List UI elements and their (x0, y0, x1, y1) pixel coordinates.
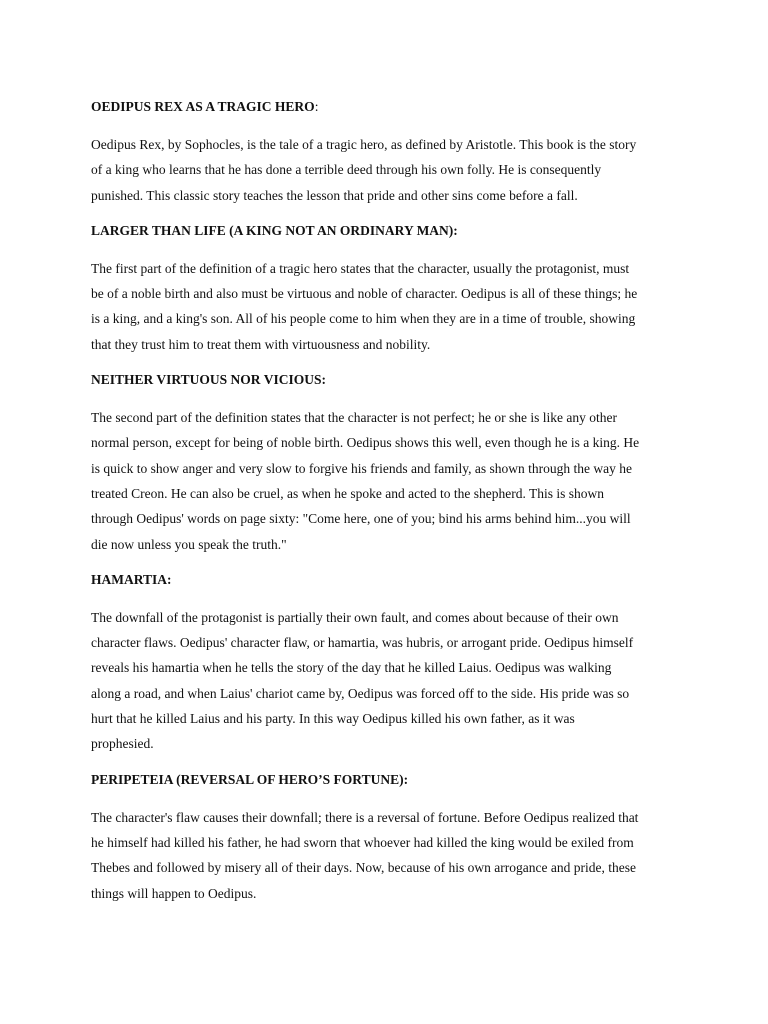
paragraph-line: die now unless you speak the truth." (91, 536, 287, 552)
document-page (91, 96, 681, 918)
paragraph-line: things will happen to Oedipus. (91, 885, 257, 901)
paragraph-line: The character's flaw causes their downfall; there is a reversal of fortune. Before Oedipus realized that (91, 809, 639, 825)
paragraph-line: hurt that he killed Laius and his party. In this way Oedipus killed his own father, as it was (91, 711, 575, 727)
paragraph-line: normal person, except for being of noble birth. Oedipus shows this well, even though he is a king. He (91, 435, 640, 451)
section-paragraph-larger-than-life (91, 256, 681, 357)
paragraph-line: The downfall of the protagonist is partially their own fault, and comes about because of their own (91, 609, 619, 625)
paragraph-line: along a road, and when Laius' chariot came by, Oedipus was forced off to the side. His pride was so (91, 685, 630, 701)
section-heading-neither-virtuous: NEITHER VIRTUOUS NOR VICIOUS: (91, 372, 326, 388)
section-heading-hamartia: HAMARTIA: (91, 571, 172, 587)
paragraph-line: he himself had killed his father, he had sworn that whoever had killed the king would be exiled from (91, 834, 634, 850)
document-title (91, 96, 681, 118)
paragraph-line: be of a noble birth and also must be virtuous and noble of character. Oedipus is all of these things; he (91, 286, 638, 302)
paragraph-line: character flaws. Oedipus' character flaw, or hamartia, was hubris, or arrogant pride. Oedipus himself (91, 635, 634, 651)
section-paragraph-peripeteia (91, 805, 681, 906)
paragraph-line: Oedipus Rex, by Sophocles, is the tale of a tragic hero, as defined by Aristotle. This book is the story (91, 137, 637, 152)
paragraph-line: treated Creon. He can also be cruel, as when he spoke and acted to the shepherd. This is shown (91, 485, 604, 501)
document-title-text: OEDIPUS REX AS A TRAGIC HERO (91, 99, 315, 114)
section-paragraph-neither-virtuous (91, 405, 681, 557)
intro-paragraph (91, 132, 681, 208)
paragraph-line: Thebes and followed by misery all of their days. Now, because of his own arrogance and pride, these (91, 860, 636, 876)
paragraph-line: that they trust him to treat them with virtuousness and nobility. (91, 336, 431, 352)
paragraph-line: is a king, and a king's son. All of his people come to him when they are in a time of trouble, showing (91, 311, 636, 327)
paragraph-line: The first part of the definition of a tragic hero states that the character, usually the protagonist, must (91, 260, 630, 276)
section-heading-peripeteia: PERIPETEIA (REVERSAL OF HERO’S FORTUNE): (91, 771, 409, 787)
paragraph-line: of a king who learns that he has done a terrible deed through his own folly. He is consequently (91, 162, 602, 178)
paragraph-line: punished. This classic story teaches the lesson that pride and other sins come before a fall. (91, 187, 578, 203)
section-paragraph-hamartia (91, 605, 681, 757)
paragraph-line: through Oedipus' words on page sixty: "Come here, one of you; bind his arms behind him...you will (91, 511, 631, 527)
paragraph-line: prophesied. (91, 736, 154, 752)
section-heading-larger-than-life: LARGER THAN LIFE (A KING NOT AN ORDINARY MAN): (91, 222, 458, 238)
paragraph-line: The second part of the definition states that the character is not perfect; he or she is like any other (91, 410, 617, 426)
paragraph-line: reveals his hamartia when he tells the story of the day that he killed Laius. Oedipus was walking (91, 660, 612, 676)
document-title-colon: : (314, 99, 319, 114)
paragraph-line: is quick to show anger and very slow to forgive his friends and family, as shown through the way he (91, 460, 633, 476)
